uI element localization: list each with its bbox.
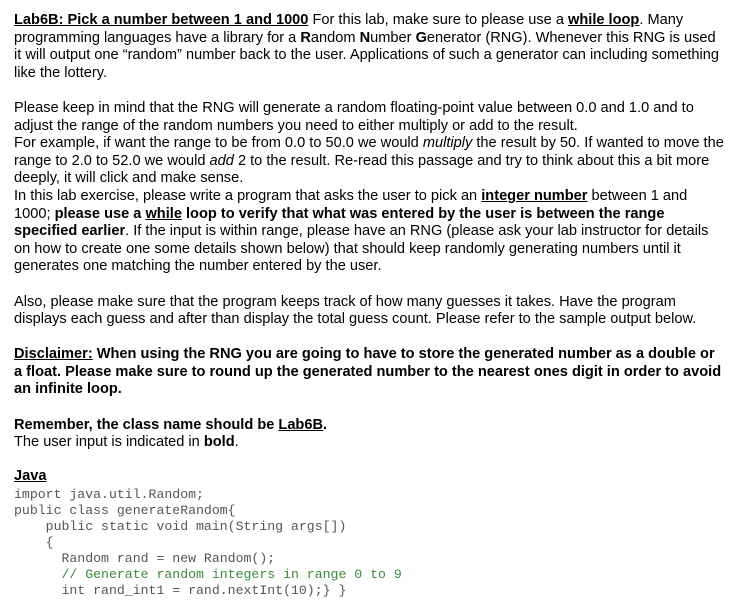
intro-paragraph: Lab6B: Pick a number between 1 and 1000 For this lab, make sure to please use a while loop. Many programming languages have a library for a Random Number Generator (RNG). Whenever this RNG is used it will output one “random” number back to the user. Applications of such a generator can including something like the lottery. bbox=[14, 12, 719, 81]
exercise-paragraph: In this lab exercise, please write a program that asks the user to pick an integer number between 1 and 1000; please use a while loop to verify that what was entered by the user is between the range specified earlier. If the input is within range, please have an RNG (please ask your lab instructor for details on how to create one some details shown below) that should keep randomly generating numbers until it generates one matching the number entered by the user. bbox=[14, 187, 709, 275]
while-term: while bbox=[145, 205, 182, 222]
class-name: Lab6B bbox=[278, 416, 324, 433]
code-comment: // Generate random integers in range 0 to 9 bbox=[14, 566, 402, 582]
input-note: The user input is indicated in bold. bbox=[14, 434, 239, 451]
code-line: public class generateRandom{ bbox=[14, 503, 236, 519]
code-line: import java.util.Random; bbox=[14, 487, 204, 503]
java-heading: Java bbox=[14, 467, 47, 484]
class-name-note: Remember, the class name should be Lab6B. bbox=[14, 416, 328, 433]
code-line: int rand_int1 = rand.nextInt(10);} } bbox=[14, 582, 347, 598]
code-line: { bbox=[14, 535, 54, 551]
code-line: public static void main(String args[]) bbox=[14, 519, 347, 535]
lab-title: Lab6B: Pick a number between 1 and 1000 bbox=[14, 12, 309, 28]
java-code-block bbox=[14, 487, 726, 598]
code-line: Random rand = new Random(); bbox=[14, 551, 276, 567]
tracking-paragraph: Also, please make sure that the program keeps track of how many guesses it takes. Have the program displays each guess and after than display the total guess count. Please refer to the sample output below. bbox=[14, 293, 697, 328]
example-paragraph: For example, if want the range to be from 0.0 to 50.0 we would multiply the result by 50. If wanted to move the range to 2.0 to 52.0 we would add 2 to the result. Re-read this passage and try to think about this a bit more deeply, it will click and make sense. bbox=[14, 135, 724, 187]
disclaimer-label: Disclaimer: bbox=[14, 346, 93, 363]
rng-range-paragraph: Please keep in mind that the RNG will generate a random floating-point value between 0.0 and 1.0 and to adjust the range of the random numbers you need to either multiply or add to the result. bbox=[14, 99, 694, 134]
document-body bbox=[14, 12, 726, 599]
while-loop-term: while loop bbox=[568, 12, 640, 28]
integer-number-term: integer number bbox=[481, 187, 588, 204]
disclaimer-paragraph: Disclaimer: When using the RNG you are going to have to store the generated number as a double or a float. Please make sure to round up the generated number to the nearest ones digit in order to avoid an infinite loop. bbox=[14, 346, 722, 398]
